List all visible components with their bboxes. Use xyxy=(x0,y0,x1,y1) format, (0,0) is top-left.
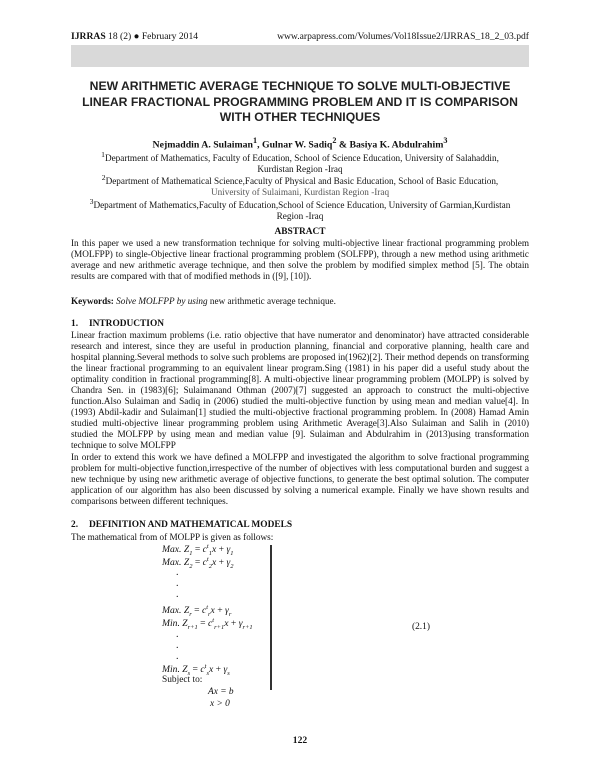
affiliation-3: $^3$Department of Mathematics,Faculty of Education,School of Science Education, University of Garmian,Kurdistan Region -Iraq xyxy=(89,197,511,222)
section-2-heading: 2. DEFINITION AND MATHEMATICAL MODELS xyxy=(71,520,293,530)
paper-title: NEW ARITHMETIC AVERAGE TECHNIQUE TO SOLVE MULTI-OBJECTIVE LINEAR FRACTIONAL PROGRAMMING PROBLEM AND IT IS COMPARISON WITH OTHER TECHNIQUES xyxy=(82,79,518,124)
abstract-heading: ABSTRACT xyxy=(274,227,326,237)
page-number: 122 xyxy=(292,735,308,746)
journal-name: IJRRAS xyxy=(71,31,106,42)
abstract-body: In this paper we used a new transformation technique for solving multi-objective linear fractional programming problem (MOLFPP) to single-Objective linear fractional programming problem (SOLFPP), through a new method using arithmetic average and new arithmetic average technique, and then solve the problem by modified simplex method [5]. The obtain results are compared with that of modified methods in ([9], [10]). xyxy=(71,238,529,282)
ellipsis-dot: . xyxy=(176,651,179,662)
authors: Nejmaddin A. Sulaiman$^1$, Gulnar W. Sadiq$^2$ & Basiya K. Abdulrahim$^3$ xyxy=(152,136,448,151)
affiliation-2: $^2$Department of Mathematical Science,Faculty of Physical and Basic Education, School of Basic Education, University of Sulaimani, Kurdistan Region -Iraq xyxy=(101,173,499,198)
objective-2: Max. $Z_2 = c^t_2x + \gamma_2$ xyxy=(162,556,234,571)
objective-r: Max. $Z_r = c^t_rx + \gamma_r$ xyxy=(162,604,232,619)
objective-1: Max. $Z_1 = c^t_1x + \gamma_1$ xyxy=(162,543,234,558)
keywords: Keywords: Solve MOLFPP by using new arithmetic average technique. xyxy=(71,296,336,306)
article-url[interactable]: www.arpapress.com/Volumes/Vol18Issue2/IJRRAS_18_2_03.pdf xyxy=(277,31,529,42)
intro-paragraph-1: Linear fraction maximum problems (i.e. ratio objective that have numerator and denominator) have attracted considerable research and interest, since they are useful in production planning, financial and corporative planning, health care and hospital planning.Several methods to solve such problems are proposed in(1962)[2]. Their method depends on transforming the linear fractional programming to an equivalent linear program.Sing (1981) in his paper did a useful study about the optimality condition in fractional programming[8]. A multi-objective linear programming problem (MOLPP) is solved by Chandra Sen. in (1983)[6]; Sulaimanand Othman (2007)[7] suggested an approach to construct the multi-objective function.Also Sulaiman and Sadiq in (2006) studied the multi-objective function by using mean and median value[4]. In (1993) Abdil-kadir and Sulaiman[1] studied the multi-objective fractional programming problem. In (2008) Hamad Amin studied multi-objective linear programming problem using Arithmetic Average[3].Also Sulaiman and Salih in (2010) studied the MOLFPP by using mean and median value [9]. Sulaiman and Abdulrahim in (2013)using transformation technique to solve MOLFPP xyxy=(71,330,529,451)
section-1-heading: 1. INTRODUCTION xyxy=(71,319,165,329)
objective-r-plus-1: Min. $Z_{r+1} = c^t_{r+1}x + \gamma_{r+1}$ xyxy=(162,617,253,632)
journal-issue: IJRRAS 18 (2) ● February 2014 xyxy=(71,31,199,42)
constraint-ax-b: Ax = b xyxy=(208,687,234,697)
subject-to-label: Subject to: xyxy=(162,675,203,685)
affiliation-1: $^1$Department of Mathematics, Faculty of Education, School of Science Education, University of Salahaddin, Kurdistan Region -Iraq xyxy=(101,150,499,175)
model-brace xyxy=(270,545,272,690)
ellipsis-dot: . xyxy=(176,629,179,640)
ellipsis-dot: . xyxy=(176,589,179,600)
page-header xyxy=(71,31,529,43)
ellipsis-dot: . xyxy=(176,567,179,578)
intro-paragraph-2: In order to extend this work we have defined a MOLFPP and investigated the algorithm to solve fractional programming problem for multi-objective function,irrespective of the number of objectives with less computational burden and suggest a new technique by using new arithmetic average of objective functions, to generate the best optimal solution. The computer application of our algorithm has also been discussed by solving a numerical example. Finally we have shown results and comparisons between different techniques. xyxy=(71,452,529,507)
ellipsis-dot: . xyxy=(176,578,179,589)
ellipsis-dot: . xyxy=(176,640,179,651)
section-2-intro: The mathematical from of MOLPP is given as follows: xyxy=(71,532,274,542)
constraint-x-positive: x > 0 xyxy=(210,699,230,709)
equation-number: (2.1) xyxy=(412,622,430,632)
objective-s: Min. $Z_s = c^t_sx + \gamma_s$ xyxy=(162,663,230,678)
header-band xyxy=(71,45,529,67)
